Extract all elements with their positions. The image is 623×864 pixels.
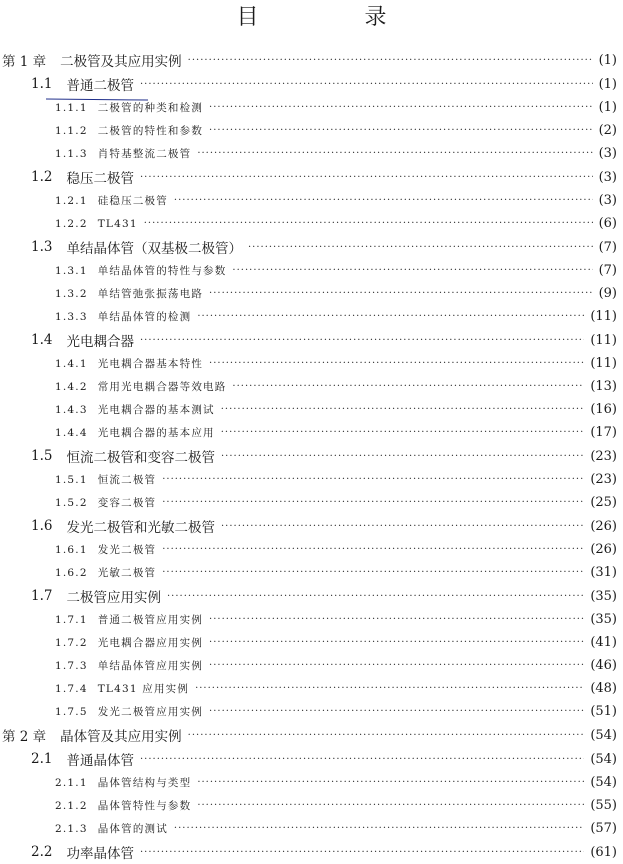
- toc-entry-title: TL431 应用实例: [97, 683, 190, 695]
- toc-entry-section: [0, 165, 623, 189]
- toc-entry-page: (3): [598, 169, 617, 185]
- toc-entry-page: (2): [598, 123, 617, 138]
- toc-entry-number: 1.4.1: [55, 357, 88, 370]
- toc-entry-sub: [0, 468, 623, 491]
- toc-entry-section: [0, 444, 623, 468]
- toc-entry-title: 光敏二极管: [97, 567, 157, 579]
- toc-entry-number: 2.1.3: [55, 822, 88, 835]
- toc-entry-section: [0, 235, 623, 259]
- toc-entry-sub: [0, 212, 623, 235]
- toc-entry-page: (1): [598, 52, 617, 68]
- toc-entry-sub: [0, 794, 623, 817]
- toc-entry-number: 2.1.2: [55, 799, 88, 812]
- toc-entry-page: (26): [590, 542, 617, 557]
- dot-leader: [195, 683, 584, 694]
- toc-entry-page: (1): [598, 100, 617, 115]
- dot-leader: [209, 637, 584, 648]
- toc-entry-page: (6): [598, 216, 617, 231]
- dot-leader: [162, 474, 584, 485]
- toc-entry-page: (55): [590, 798, 617, 813]
- toc-entry-page: (61): [590, 844, 617, 860]
- toc-entry-page: (7): [598, 263, 617, 278]
- toc-entry-page: (54): [590, 727, 617, 743]
- toc-entry-number: 1.7: [31, 588, 53, 604]
- toc-entry-section: [0, 584, 623, 608]
- toc-entry-title: 恒流二极管: [97, 474, 157, 486]
- toc-entry-number: 1.4.3: [55, 403, 88, 416]
- toc-entry-number: 1.4.2: [55, 380, 88, 393]
- toc-entry-sub: [0, 142, 623, 165]
- toc-entry-title: 发光二极管和光敏二极管: [66, 520, 215, 536]
- toc-entry-title: 单结晶体管（双基极二极管）: [66, 241, 242, 257]
- toc-entry-title: 晶体管结构与类型: [97, 777, 192, 789]
- dot-leader: [209, 706, 584, 717]
- toc-entry-sub: [0, 677, 623, 700]
- dot-leader: [232, 381, 584, 392]
- toc-entry-page: (9): [598, 286, 617, 301]
- toc-entry-sub: [0, 305, 623, 328]
- toc-entry-number: 1.6: [31, 518, 53, 534]
- dot-leader: [232, 265, 592, 276]
- toc-entry-page: (11): [590, 309, 617, 324]
- toc-entry-sub: [0, 352, 623, 375]
- toc-entry-page: (3): [598, 146, 617, 161]
- toc-entry-sub: [0, 631, 623, 654]
- dot-leader: [162, 544, 584, 555]
- toc-entry-title: 光电耦合器应用实例: [97, 637, 204, 649]
- toc-entry-section: [0, 514, 623, 538]
- dot-leader: [140, 79, 593, 90]
- dot-leader: [209, 102, 593, 113]
- toc-entry-number: 1.3.2: [55, 287, 88, 300]
- toc-entry-section: [0, 72, 623, 96]
- toc-entry-title: 二极管及其应用实例: [60, 54, 182, 70]
- toc-entry-title: TL431: [97, 217, 138, 230]
- toc-entry-title: 普通二极管: [66, 78, 134, 94]
- toc-entry-title: 二极管的种类和检测: [97, 102, 204, 114]
- toc-entry-sub: [0, 375, 623, 398]
- toc-entry-page: (11): [590, 356, 617, 371]
- toc-entry-number: 1.3.3: [55, 310, 88, 323]
- toc-entry-page: (54): [590, 775, 617, 790]
- toc-entry-number: 2.1.1: [55, 776, 88, 789]
- toc-entry-title: 二极管的特性和参数: [97, 125, 204, 137]
- toc-entry-title: 单结晶体管应用实例: [97, 660, 204, 672]
- toc-entry-page: (11): [590, 332, 617, 348]
- toc-entry-number: 1.2.2: [55, 217, 88, 230]
- dot-leader: [162, 497, 584, 508]
- toc-entry-sub: [0, 538, 623, 561]
- toc-entry-sub: [0, 398, 623, 421]
- toc-entry-title: 变容二极管: [97, 497, 157, 509]
- toc-entry-sub: [0, 561, 623, 584]
- dot-leader: [140, 847, 584, 858]
- toc-entry-number: 1.1: [31, 76, 53, 92]
- toc-entry-title: 光电耦合器的基本应用: [97, 427, 215, 439]
- toc-entry-title: 光电耦合器基本特性: [97, 358, 204, 370]
- dot-leader: [167, 591, 584, 602]
- toc-entry-title: 光电耦合器: [66, 334, 134, 350]
- toc-entry-number: 1.4: [31, 332, 53, 348]
- toc-entry-page: (23): [590, 448, 617, 464]
- toc-entry-number: 1.5.2: [55, 496, 88, 509]
- toc-entry-page: (41): [590, 635, 617, 650]
- toc-entry-page: (13): [590, 379, 617, 394]
- toc-entry-page: (46): [590, 658, 617, 673]
- dot-leader: [197, 311, 584, 322]
- toc-entry-page: (35): [590, 588, 617, 604]
- toc-entry-page: (51): [590, 704, 617, 719]
- dot-leader: [162, 567, 584, 578]
- toc-entry-title: 晶体管特性与参数: [97, 800, 192, 812]
- dot-leader: [221, 451, 584, 462]
- toc-entry-title: 晶体管的测试: [97, 823, 168, 835]
- toc-entry-page: (16): [590, 402, 617, 417]
- toc-entry-number: 2.1: [31, 751, 53, 767]
- toc-entry-title: 常用光电耦合器等效电路: [97, 381, 227, 393]
- toc-entry-title: 功率晶体管: [66, 846, 134, 862]
- toc-entry-sub: [0, 259, 623, 282]
- toc-entry-sub: [0, 654, 623, 677]
- toc-entry-page: (26): [590, 518, 617, 534]
- dot-leader: [140, 172, 593, 183]
- dot-leader: [209, 614, 584, 625]
- toc-entry-title: 晶体管及其应用实例: [60, 729, 182, 745]
- dot-leader: [140, 335, 584, 346]
- toc-entry-page: (3): [598, 193, 617, 208]
- toc-entry-number: 1.5: [31, 448, 53, 464]
- toc-entry-number: 1.5.1: [55, 473, 88, 486]
- toc-entry-title: 肖特基整流二极管: [97, 148, 192, 160]
- toc-entry-sub: [0, 282, 623, 305]
- toc-entry-sub: [0, 189, 623, 212]
- toc-entry-sub: [0, 491, 623, 514]
- toc-entry-section: [0, 328, 623, 352]
- toc-entry-title: 光电耦合器的基本测试: [97, 404, 215, 416]
- dot-leader: [221, 521, 584, 532]
- toc-entry-title: 普通二极管应用实例: [97, 614, 204, 626]
- toc-entry-number: 1.4.4: [55, 426, 88, 439]
- toc-entry-title: 硅稳压二极管: [97, 195, 168, 207]
- dot-leader: [209, 358, 584, 369]
- dot-leader: [188, 730, 585, 741]
- table-of-contents: [0, 48, 623, 864]
- toc-entry-sub: [0, 119, 623, 142]
- toc-entry-sub: [0, 608, 623, 631]
- toc-entry-number: 1.7.5: [55, 705, 88, 718]
- toc-entry-number: 第 2 章: [2, 729, 47, 745]
- toc-entry-number: 1.3: [31, 239, 53, 255]
- toc-entry-number: 1.2: [31, 169, 53, 185]
- toc-entry-number: 1.1.3: [55, 147, 88, 160]
- dot-leader: [209, 660, 584, 671]
- dot-leader: [248, 242, 593, 253]
- toc-entry-chapter: [0, 48, 623, 72]
- dot-leader: [221, 404, 585, 415]
- toc-entry-page: (23): [590, 472, 617, 487]
- toc-entry-page: (57): [590, 821, 617, 836]
- toc-entry-number: 第 1 章: [2, 54, 47, 70]
- page-title: 目 录: [236, 5, 429, 30]
- toc-entry-chapter: [0, 723, 623, 747]
- toc-entry-sub: [0, 771, 623, 794]
- toc-entry-page: (17): [590, 425, 617, 440]
- toc-entry-number: 1.1.2: [55, 124, 88, 137]
- toc-entry-page: (54): [590, 751, 617, 767]
- toc-entry-number: 1.3.1: [55, 264, 88, 277]
- dot-leader: [144, 218, 593, 229]
- dot-leader: [221, 427, 585, 438]
- toc-entry-sub: [0, 817, 623, 840]
- toc-entry-title: 发光二极管: [97, 544, 157, 556]
- toc-entry-page: (25): [590, 495, 617, 510]
- toc-entry-section: [0, 747, 623, 771]
- toc-entry-title: 二极管应用实例: [66, 590, 161, 606]
- toc-entry-page: (48): [590, 681, 617, 696]
- toc-entry-title: 单结晶体管的检测: [97, 311, 192, 323]
- dot-leader: [197, 777, 584, 788]
- toc-entry-sub: [0, 421, 623, 444]
- toc-entry-number: 1.1.1: [55, 101, 88, 114]
- dot-leader: [209, 288, 593, 299]
- toc-entry-number: 1.2.1: [55, 194, 88, 207]
- toc-entry-section: [0, 840, 623, 864]
- toc-entry-number: 1.7.1: [55, 613, 88, 626]
- toc-entry-title: 稳压二极管: [66, 171, 134, 187]
- dot-leader: [174, 195, 593, 206]
- toc-entry-sub: [0, 700, 623, 723]
- dot-leader: [188, 55, 593, 66]
- dot-leader: [174, 823, 584, 834]
- dot-leader: [209, 125, 593, 136]
- toc-entry-number: 1.6.2: [55, 566, 88, 579]
- toc-entry-number: 1.6.1: [55, 543, 88, 556]
- dot-leader: [197, 800, 584, 811]
- toc-entry-title: 单结晶体管的特性与参数: [97, 265, 227, 277]
- toc-entry-number: 1.7.4: [55, 682, 88, 695]
- toc-entry-page: (35): [590, 612, 617, 627]
- toc-entry-page: (1): [598, 76, 617, 92]
- toc-entry-title: 发光二极管应用实例: [97, 706, 204, 718]
- toc-entry-number: 2.2: [31, 844, 53, 860]
- toc-entry-title: 普通晶体管: [66, 753, 134, 769]
- toc-entry-page: (7): [598, 239, 617, 255]
- toc-entry-page: (31): [590, 565, 617, 580]
- toc-entry-title: 单结管弛张振荡电路: [97, 288, 204, 300]
- toc-entry-number: 1.7.3: [55, 659, 88, 672]
- toc-entry-number: 1.7.2: [55, 636, 88, 649]
- toc-entry-title: 恒流二极管和变容二极管: [66, 450, 215, 466]
- dot-leader: [197, 148, 592, 159]
- dot-leader: [140, 754, 584, 765]
